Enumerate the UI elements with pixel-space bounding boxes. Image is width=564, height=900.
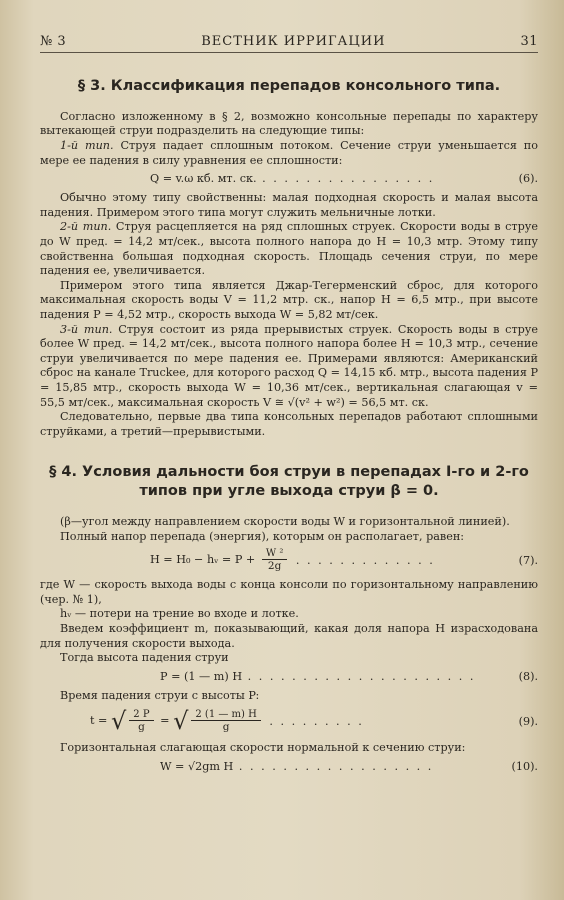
type-2-example: Примером этого типа является Джар-Тегерменский сброс, для которого максимальная скорость воды V = 11,2 мтр. ск., напор H = 6,5 мтр., при высоте падения P = 4,52 мтр., скорость выхода W = 5,82 мт/сек. bbox=[40, 278, 538, 321]
section-4-heading: § 4. Условия дальности боя струи в перепадах I-го и 2-го типов при угле выхода струи β = 0. bbox=[49, 464, 529, 500]
page-number: 31 bbox=[520, 34, 538, 49]
formula-8-body: P = (1 — m) H bbox=[160, 669, 243, 683]
section-3-intro: Согласно изложенному в § 2, возможно консольные перепады по характеру вытекающей струи подразделить на следующие типы: bbox=[40, 109, 538, 138]
type-1-examples: Обычно этому типу свойственны: малая подходная скорость и малая высота падения. Примером этого типа могут служить мельничные лотки. bbox=[40, 191, 538, 219]
total-head-intro: Полный напор перепада (энергия), которым он располагает, равен: bbox=[60, 529, 465, 543]
formula-9-root-2: √ bbox=[173, 707, 189, 736]
formula-7-left: H = H₀ − hᵥ = P + bbox=[150, 553, 256, 567]
type-2-text: Струя расцепляется на ряд сплошных струек. Скорости воды в струе до W пред. = 14,2 мт/сек., высота полного напора до H = 10,3 мтр. Этому типу свойственна большая подходная скорость. Площадь сечения струи, по мере падения ее, увеличивается. bbox=[40, 220, 538, 278]
section-3-heading: § 3. Классификация перепадов консольного типа. bbox=[77, 78, 501, 94]
formula-7-fraction bbox=[262, 548, 287, 572]
issue-number: № 3 bbox=[40, 34, 67, 49]
type-1-label: 1-й тип. bbox=[60, 139, 114, 153]
formula-7-numerator: W ² bbox=[262, 548, 287, 560]
formula-9-fraction-1 bbox=[129, 709, 153, 733]
type-3-paragraph bbox=[40, 323, 538, 411]
formula-9-number: (9). bbox=[518, 714, 538, 728]
formula-8: P = (1 — m) H . . . . . . . . . . . . . . . . . . . . . (8). bbox=[160, 669, 538, 683]
fall-height-intro: Тогда высота падения струи bbox=[60, 651, 229, 665]
formula-9-numerator-1: 2 P bbox=[129, 709, 153, 721]
formula-7-number: (7). bbox=[518, 553, 538, 567]
formula-9-numerator-2: 2 (1 — m) H bbox=[191, 709, 260, 721]
formula-10: W = √2gm H . . . . . . . . . . . . . . . . . . (10). bbox=[160, 759, 538, 773]
formula-9-denominator-2: g bbox=[222, 721, 230, 734]
formula-6-number: (6). bbox=[518, 172, 538, 186]
formula-10-number: (10). bbox=[511, 759, 538, 773]
formula-9-t: t = bbox=[90, 714, 108, 728]
formula-9: t = √ $\frac{2 P}{g}$ = √ $\frac{2 (1 — m) H}{g}$ . . . . . . . . . (9). bbox=[90, 707, 538, 736]
formula-7-denominator: 2g bbox=[267, 560, 282, 573]
coefficient-m-intro: Введем коэффициент m, показывающий, какая доля напора H израсходована для получения скорости выхода. bbox=[40, 621, 538, 650]
type-3-label: 3-й тип. bbox=[60, 322, 113, 336]
type-3-text: Струя состоит из ряда прерывистых струек. Скорость воды в струе более W пред. = 14,2 мт/сек., высота полного напора более H = 10,3 мтр., сечение струи увеличивается по мере падения ее. Примерами являются: Американский сброс на канале Truckee, для которого расход Q = 14,15 кб. мтр., высота падения P = 15,85 мтр., скорость выхода W = 10,36 мт/сек., вертикальная слагающая v = 55,5 мт/сек., максимальная скорость V ≅ √(v² + w²) = 56,5 мт. ск. bbox=[40, 322, 538, 409]
beta-definition: (β—угол между направлением скорости воды W и горизонтальной линией). bbox=[60, 515, 510, 528]
page-header bbox=[40, 34, 538, 53]
journal-title: ВЕСТНИК ИРРИГАЦИИ bbox=[201, 34, 386, 49]
type-1-text: Струя падает сплошным потоком. Сечение струи уменьшается по мере ее падения в силу уравнения ее сплошности: bbox=[40, 139, 538, 167]
formula-6-body: Q = v.ω кб. мт. ск. bbox=[150, 172, 257, 186]
formula-9-denominator-1: g bbox=[138, 721, 145, 734]
fall-time-intro: Время падения струи с высоты P: bbox=[60, 688, 260, 702]
w-definition: где W — скорость выхода воды с конца консоли по горизонтальному направлению (чер. № 1), bbox=[40, 578, 538, 606]
type-2-paragraph bbox=[40, 220, 538, 278]
section-3-conclusion: Следовательно, первые два типа консольных перепадов работают сплошными струйками, а третий—прерывистыми. bbox=[40, 410, 538, 438]
formula-10-body: W = √2gm H bbox=[160, 759, 234, 773]
formula-7: H = H₀ − hᵥ = P + $\frac{\text{W ²}}{2g}$ . . . . . . . . . . . . . (7). bbox=[150, 548, 538, 573]
type-2-label: 2-й тип. bbox=[60, 220, 112, 234]
formula-6: Q = v.ω кб. мт. ск. . . . . . . . . . . . . . . . . (6). bbox=[150, 172, 538, 186]
formula-8-number: (8). bbox=[518, 669, 538, 683]
type-1-paragraph bbox=[40, 139, 538, 168]
hv-definition: hᵥ — потери на трение во входе и лотке. bbox=[60, 607, 299, 621]
formula-9-fraction-2 bbox=[191, 709, 260, 733]
horizontal-velocity-intro: Горизонтальная слагающая скорости нормальной к сечению струи: bbox=[60, 741, 466, 755]
formula-9-equals: = bbox=[160, 714, 170, 728]
formula-9-root-1: √ bbox=[111, 707, 127, 736]
